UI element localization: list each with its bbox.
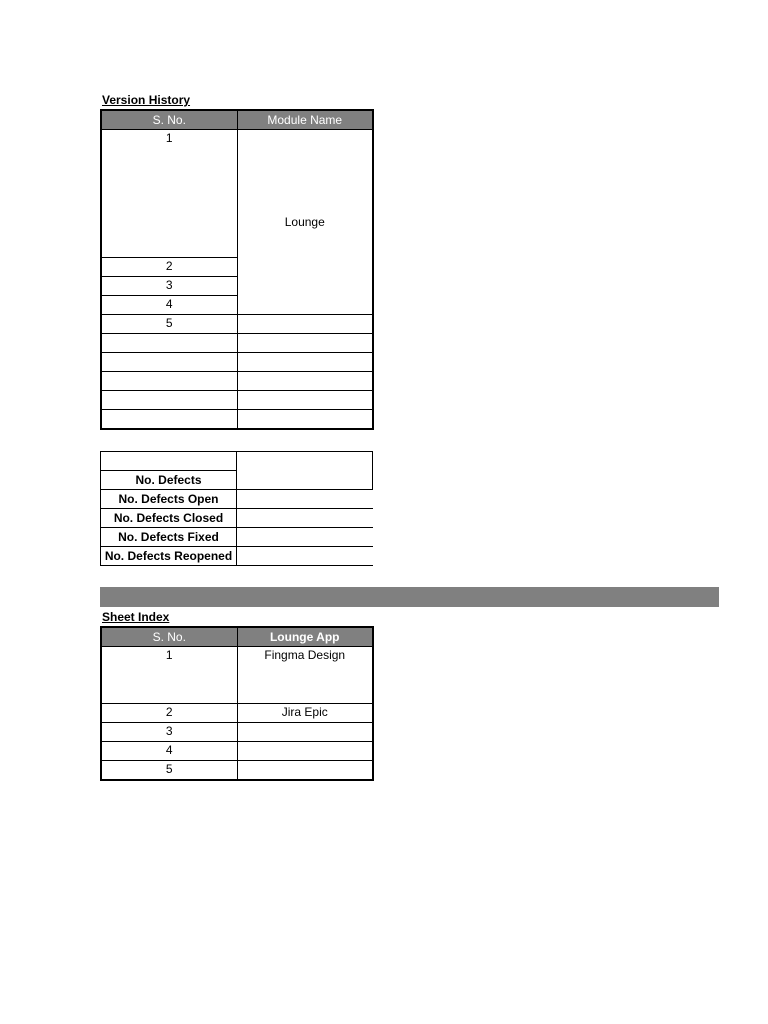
defects-fixed-label: No. Defects Fixed bbox=[101, 528, 237, 547]
empty-cell[interactable] bbox=[237, 353, 373, 372]
defects-open-label: No. Defects Open bbox=[101, 490, 237, 509]
section-divider-bar bbox=[100, 587, 719, 607]
index-name-cell[interactable] bbox=[237, 761, 373, 780]
sno-cell[interactable]: 5 bbox=[101, 315, 237, 334]
sheet-index-table bbox=[100, 626, 374, 781]
defects-summary-table bbox=[100, 451, 373, 566]
empty-cell[interactable] bbox=[237, 372, 373, 391]
empty-cell[interactable] bbox=[101, 452, 237, 471]
empty-cell[interactable] bbox=[237, 410, 373, 429]
empty-cell[interactable] bbox=[237, 334, 373, 353]
defects-label: No. Defects bbox=[101, 471, 237, 490]
empty-cell[interactable] bbox=[101, 391, 237, 410]
sno-cell[interactable]: 1 bbox=[101, 130, 237, 258]
empty-cell[interactable] bbox=[101, 410, 237, 429]
defects-closed-value[interactable] bbox=[237, 509, 373, 528]
index-name-cell[interactable] bbox=[237, 742, 373, 761]
header-lounge-app: Lounge App bbox=[237, 627, 373, 647]
index-sno-cell[interactable]: 2 bbox=[101, 704, 237, 723]
empty-cell[interactable] bbox=[101, 334, 237, 353]
sno-cell[interactable]: 3 bbox=[101, 277, 237, 296]
index-name-cell[interactable]: Jira Epic bbox=[237, 704, 373, 723]
module-name-cell[interactable] bbox=[237, 315, 373, 334]
defects-value-cell[interactable] bbox=[237, 452, 373, 490]
index-sno-cell[interactable]: 3 bbox=[101, 723, 237, 742]
empty-cell[interactable] bbox=[101, 353, 237, 372]
module-name-cell[interactable]: Lounge bbox=[237, 130, 373, 315]
header-sno: S. No. bbox=[101, 110, 237, 130]
index-name-cell[interactable]: Fingma Design bbox=[237, 647, 373, 704]
empty-cell[interactable] bbox=[101, 372, 237, 391]
defects-fixed-value[interactable] bbox=[237, 528, 373, 547]
defects-open-value[interactable] bbox=[237, 490, 373, 509]
defects-reopened-value[interactable] bbox=[237, 547, 373, 566]
version-history-table bbox=[100, 109, 374, 430]
index-sno-cell[interactable]: 1 bbox=[101, 647, 237, 704]
index-sno-cell[interactable]: 5 bbox=[101, 761, 237, 780]
empty-cell[interactable] bbox=[237, 391, 373, 410]
index-name-cell[interactable] bbox=[237, 723, 373, 742]
version-history-title: Version History bbox=[102, 93, 191, 107]
index-sno-cell[interactable]: 4 bbox=[101, 742, 237, 761]
header-module-name: Module Name bbox=[237, 110, 373, 130]
header-sno: S. No. bbox=[101, 627, 237, 647]
defects-reopened-label: No. Defects Reopened bbox=[101, 547, 237, 566]
sno-cell[interactable]: 4 bbox=[101, 296, 237, 315]
sno-cell[interactable]: 2 bbox=[101, 258, 237, 277]
sheet-index-title: Sheet Index bbox=[102, 610, 170, 624]
defects-closed-label: No. Defects Closed bbox=[101, 509, 237, 528]
